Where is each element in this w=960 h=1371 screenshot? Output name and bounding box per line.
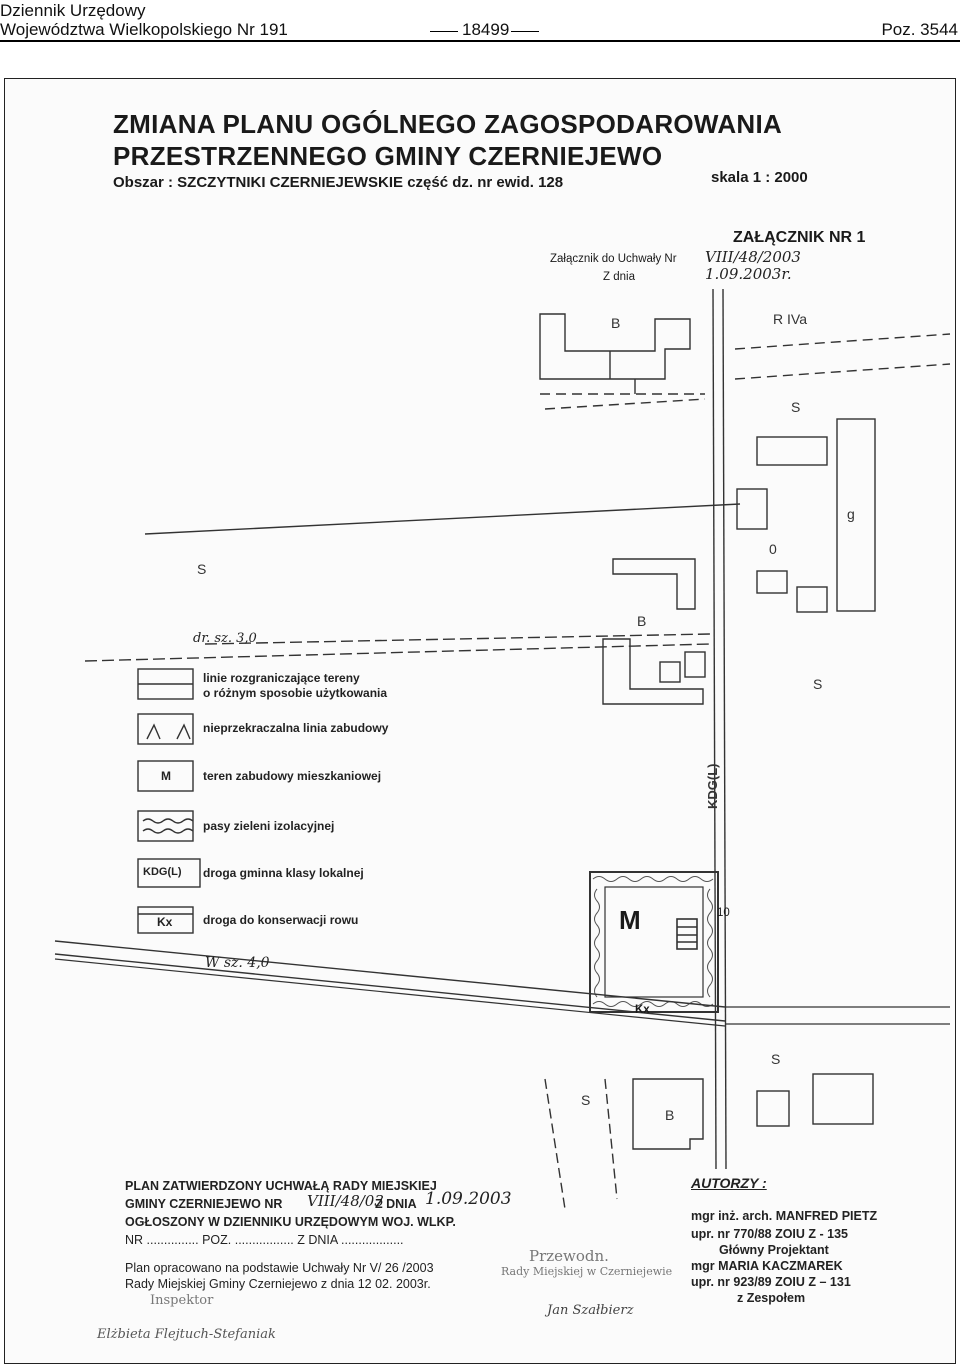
label-m-plot: M [619, 905, 641, 935]
author-line5: upr. nr 923/89 ZOIU Z – 131 [691, 1275, 851, 1289]
label-kx: Kx [635, 1004, 650, 1016]
label-b2: B [637, 613, 647, 629]
label-road-width: dr. sz. 3,0 [193, 631, 257, 646]
label-riva: R IVa [773, 311, 807, 327]
position-number: Poz. 3544 [881, 20, 958, 39]
author-line2: upr. nr 770/88 ZOIU Z - 135 [691, 1227, 849, 1241]
authors-heading: AUTORZY : [691, 1175, 767, 1191]
legend-item6-symbol: Kx [157, 915, 173, 929]
approval-line2-date: 1.09.2003 [425, 1189, 512, 1209]
resolution-label: Załącznik do Uchwały Nr [550, 253, 677, 265]
road-line-right [723, 289, 726, 1169]
approval-line6: Rady Miejskiej Gminy Czerniejewo z dnia 12 02. 2003r. [125, 1277, 431, 1291]
inspector-label: Inspektor [150, 1293, 214, 1308]
building-middle [613, 559, 695, 609]
legend-item1-line1: linie rozgraniczające tereny [203, 671, 360, 685]
author-line1: mgr inż. arch. MANFRED PIETZ [691, 1209, 878, 1223]
page-header [0, 0, 960, 42]
plan-title-line1: ZMIANA PLANU OGÓLNEGO ZAGOSPODAROWANIA [113, 109, 783, 139]
legend-item3: teren zabudowy mieszkaniowej [203, 769, 382, 783]
resolution-value: VIII/48/2003 [705, 248, 801, 266]
approval-line2-a: GMINY CZERNIEJEWO NR [125, 1197, 283, 1211]
label-ten: 10 [717, 907, 730, 919]
inspector-name: Elżbieta Flejtuch-Stefaniak [97, 1327, 276, 1342]
plan-area: Obszar : SZCZYTNIKI CZERNIEJEWSKIE część dz. nr ewid. 128 [113, 174, 564, 191]
label-s2: S [197, 561, 207, 577]
dash-left [430, 31, 458, 32]
legend-item4: pasy zieleni izolacyjnej [203, 819, 335, 833]
resolution-date-label: Z dnia [603, 271, 635, 283]
author-line4: mgr MARIA KACZMAREK [691, 1259, 843, 1273]
label-s1: S [791, 399, 801, 415]
approval-line2-b: Z DNIA [375, 1197, 417, 1211]
approval-line3: OGŁOSZONY W DZIENNIKU URZĘDOWYM WOJ. WLKP. [125, 1215, 456, 1229]
approval-line5: Plan opracowano na podstawie Uchwały Nr V/ 26 /2003 [125, 1261, 434, 1275]
journal-title-line1: Dziennik Urzędowy [0, 1, 146, 20]
approval-line2-nr: VIII/48/03 [307, 1192, 384, 1210]
plot-m-outer [590, 872, 718, 1012]
label-g: g [847, 506, 855, 522]
approval-line4: NR ............... POZ. ................. Z DNIA .................. [125, 1233, 404, 1247]
legend-item5: droga gminna klasy lokalnej [203, 866, 364, 880]
label-s5: S [581, 1092, 591, 1108]
legend-item2: nieprzekraczalna linia zabudowy [203, 721, 389, 735]
legend-item1-line2: o różnym sposobie użytkowania [203, 686, 388, 700]
author-line6: z Zespołem [737, 1291, 806, 1305]
plan-sheet [4, 78, 956, 1364]
resolution-date-value: 1.09.2003r. [705, 265, 792, 283]
label-b3: B [665, 1107, 675, 1123]
approval-line1: PLAN ZATWIERDZONY UCHWAŁĄ RADY MIEJSKIEJ [125, 1179, 437, 1193]
dash-right [511, 31, 539, 32]
road-line-left [713, 289, 716, 1169]
label-kdg-road: KDG(L) [705, 763, 720, 809]
author-line3: Główny Projektant [719, 1243, 829, 1257]
stamp-name: Jan Szałbierz [547, 1303, 634, 1318]
plan-scale: skala 1 : 2000 [711, 169, 808, 186]
legend-item5-symbol: KDG(L) [143, 866, 182, 878]
plan-map [5, 79, 955, 1363]
label-b1: B [611, 315, 621, 331]
journal-title-line2: Województwa Wielkopolskiego Nr 191 [0, 20, 288, 39]
stamp-line2: Rady Miejskiej w Czerniejewie [501, 1265, 673, 1278]
legend-item6: droga do konserwacji rowu [203, 913, 359, 927]
plan-title-line2: PRZESTRZENNEGO GMINY CZERNIEJEWO [113, 141, 663, 171]
label-s4: S [771, 1051, 781, 1067]
attachment-number: ZAŁĄCZNIK NR 1 [733, 229, 866, 246]
stamp-line1: Przewodn. [529, 1247, 609, 1265]
legend-item3-symbol: M [161, 769, 171, 783]
header-rule [0, 40, 960, 42]
label-ditch-width: W sz. 4,0 [205, 955, 270, 971]
page-number: 18499 [462, 20, 510, 39]
label-o: 0 [769, 541, 777, 557]
label-s3: S [813, 676, 823, 692]
